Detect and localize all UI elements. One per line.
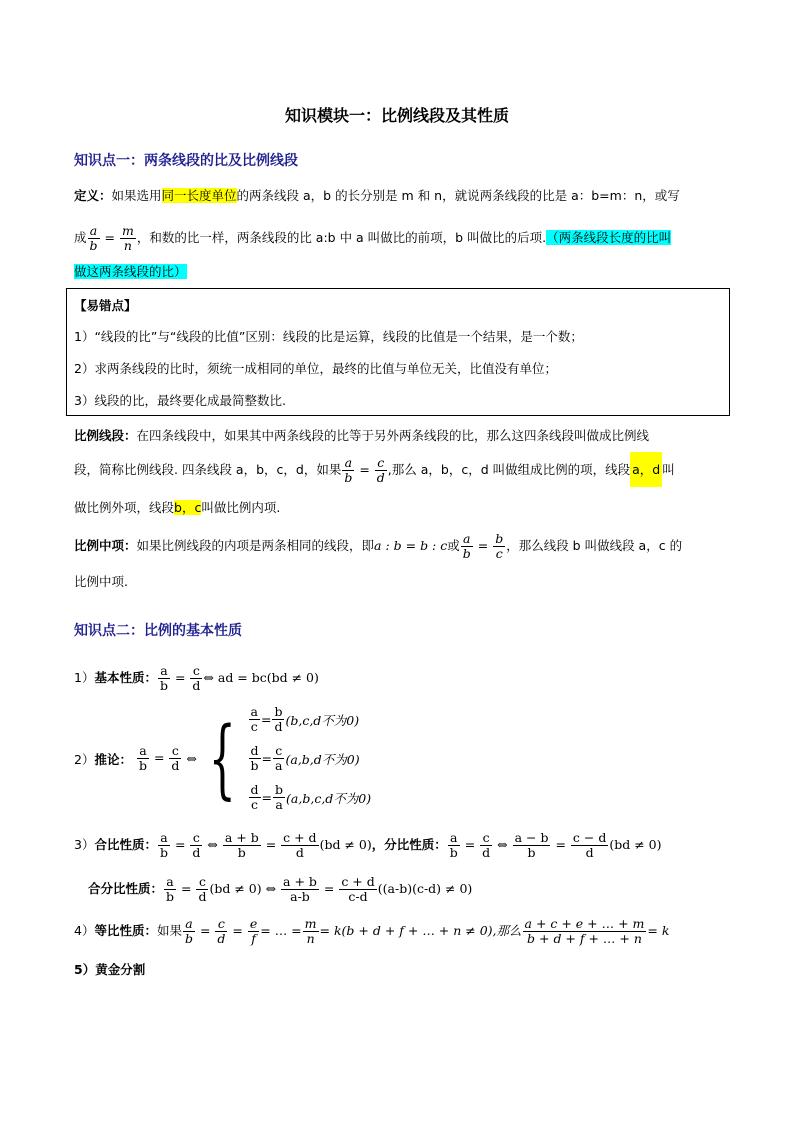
fraction-a-b [88, 224, 100, 253]
fraction-a-b: $\frac{a}{b}$ [344, 455, 353, 485]
fraction-a-b: $\frac{a}{b}$ [462, 531, 471, 561]
corollary-row: $\frac{d}{c}$ = $\frac{b}{a}$ (a,b,c,d不为0) [250, 782, 372, 812]
denominator: b [89, 238, 98, 253]
fraction-c-d: $\frac{c}{d}$ [376, 455, 385, 485]
proportional-line-2: 段，简称比例线段. 四条线段 a，b，c，d，如果 $\frac{a}{b}$ = $\frac{c}{d}$ ,那么 a，b，c，d 叫做组成比例的项，线段 a，d 叫 [74, 452, 734, 488]
section-heading-2: 知识点二：比例的基本性质 [74, 623, 242, 639]
mean-label: 比例中项： [74, 538, 137, 553]
corollary-condition: (a,b,d不为0) [285, 751, 360, 767]
property-label: 推论： [94, 751, 132, 767]
highlight-inner-terms: b，c [174, 500, 202, 515]
definition-line-2: 成 $\frac{a}{b}$ = $\frac{m}{n}$ ，和数的比一样，两条线段的比 a:b 中 a 叫做比的前项，b 叫做比的后项.（两条线段长度的比叫 [74, 223, 672, 253]
fraction-a-b: $\frac{a}{b}$ [138, 743, 147, 773]
proportional-text: 在四条线段中，如果其中两条线段的比等于另外两条线段的比，那么这四条线段叫做成比例线 [136, 428, 650, 443]
property-equal-ratio: 4）等比性质：如果 $\frac{a}{b}$ = $\frac{c}{d}$ = $\frac{e}{f}$ = … = $\frac{m}{n}$ = k(b + d + f + … + n ≠ 0),那么 $\frac{a + c + e + \dots + m}{b + d + f + \dots + n}$ = k [74, 916, 670, 946]
mistake-item: 1）“线段的比”与“线段的比值”区别：线段的比是运算，线段的比值是一个结果，是一个数； [74, 329, 583, 344]
corollary-list [248, 700, 372, 817]
page-title: 知识模块一：比例线段及其性质 [284, 106, 509, 125]
corollary-row: $\frac{a}{c}$ = $\frac{b}{d}$ (b,c,d不为0) [250, 704, 360, 734]
proportional-line-3 [74, 498, 734, 518]
definition-text: 成 [74, 230, 87, 245]
denominator: b + d + f + … + n [527, 931, 642, 946]
property-label: 合比性质： [94, 837, 157, 852]
section-heading-1: 知识点一：两条线段的比及比例线段 [74, 153, 298, 169]
math-condition: ((a-b)(c-d) ≠ 0) [377, 881, 473, 896]
proportional-text: 做比例外项，线段 [74, 500, 175, 515]
property-label: 基本性质： [94, 670, 157, 685]
fraction-c-d: $\frac{c}{d}$ [171, 743, 180, 773]
corollary-row: $\frac{d}{b}$ = $\frac{c}{a}$ (a,b,d不为0) [250, 743, 360, 773]
math-condition: (bd ≠ 0) [609, 837, 662, 852]
math-text: 如果 [156, 923, 182, 938]
math-condition: (bd ≠ 0) [209, 881, 262, 896]
property-componendo: 3）合比性质： $\frac{a}{b}$ = $\frac{c}{d}$ ⇔ $\frac{a + b}{b}$ = $\frac{c + d}{d}$ (bd ≠ 0)，分比性质： $\frac{a}{b}$ = $\frac{c}{d}$ ⇔ $\frac{a - b}{b}$ = $\frac{c - d}{d}$ (bd ≠ 0) [74, 830, 662, 860]
mistake-item: 2）求两条线段的比时，须统一成相同的单位，最终的比值与单位无关，比值没有单位； [74, 361, 557, 376]
numerator: a + c + e + … + m [524, 916, 645, 931]
highlight-note: （两条线段长度的比叫 [546, 230, 672, 245]
property-label: ，分比性质： [371, 837, 447, 852]
math-condition: (bd ≠ 0) [266, 670, 319, 685]
corollary-condition: (b,c,d不为0) [285, 712, 360, 728]
math-condition: (bd ≠ 0) [319, 837, 372, 852]
definition-line-1 [74, 186, 734, 206]
proportional-text: ,那么 a，b，c，d 叫做组成比例的项，线段 [387, 462, 631, 477]
denominator: n [123, 238, 132, 253]
fraction-b-c: $\frac{b}{c}$ [495, 531, 504, 561]
numerator: m [121, 223, 134, 238]
property-label: 等比性质： [94, 923, 157, 938]
mean-text: 或 [447, 538, 460, 553]
numerator: a [88, 224, 100, 239]
mistakes-heading: 【易错点】 [74, 298, 137, 313]
math-expression: = k [647, 923, 670, 938]
property-corollary: 2）推论： $\frac{a}{b}$ = $\frac{c}{d}$ ⇔ { $\frac{a}{c}$ = $\frac{b}{d}$ (b,c,d不为0) $\frac{d}{b}$ = $\frac{c}{a}$ (a,b,d不为0) $\frac{d}{c}$ = $\frac{b}{a}$ (a,b,c,d不为0) [74, 700, 734, 817]
proportional-text: 叫 [662, 462, 675, 477]
mean-expression: a : b = b : c [374, 538, 448, 553]
mistake-item: 3）线段的比，最终要化成最简整数比. [74, 393, 286, 408]
item-number: 3） [74, 837, 95, 852]
item-number: 2） [74, 751, 95, 767]
definition-label: 定义： [74, 188, 112, 203]
mean-line-2: 比例中项. [74, 574, 128, 589]
proportional-label: 比例线段： [74, 428, 137, 443]
corollary-condition: (a,b,c,d不为0) [286, 790, 372, 806]
item-number: 1） [74, 670, 95, 685]
highlight-outer-terms: a，d [630, 452, 662, 487]
fraction-a-b: $\frac{a}{b}$ [159, 663, 168, 693]
left-brace: { [208, 708, 236, 809]
mean-text: ，那么线段 b 叫做线段 a，c 的 [506, 538, 683, 553]
definition-text: 如果选用 [111, 188, 162, 203]
proportional-text: 段，简称比例线段. 四条线段 a，b，c，d，如果 [74, 462, 342, 477]
property-componendo-dividendo: 合分比性质： $\frac{a}{b}$ = $\frac{c}{d}$ (bd ≠ 0) ⇔ $\frac{a + b}{a-b}$ = $\frac{c + d}{c-d}$ ((a-b)(c-d) ≠ 0) [88, 874, 473, 904]
definition-text: 的两条线段 a，b 的长分别是 m 和 n，就说两条线段的比是 a：b=m：n，或写 [236, 188, 680, 203]
property-golden-section: 5）黄金分割 [74, 962, 146, 977]
mean-line-1: 比例中项：如果比例线段的内项是两条相同的线段，即a : b = b : c或 $\frac{a}{b}$ = $\frac{b}{c}$ ，那么线段 b 叫做线段 a，c 的 [74, 531, 683, 561]
definition-text: ，和数的比一样，两条线段的比 a:b 中 a 叫做比的前项，b 叫做比的后项. [136, 230, 547, 245]
item-number: 4） [74, 923, 95, 938]
proportional-text: 叫做比例内项. [201, 500, 281, 515]
math-expression: = k(b + d + f + … + n ≠ 0),那么 [319, 923, 522, 938]
highlight-note: 做这两条线段的比） [74, 264, 187, 279]
property-label: 合分比性质： [88, 881, 164, 896]
math-expression: = … = [260, 923, 302, 938]
highlight-same-unit: 同一长度单位 [161, 188, 237, 203]
property-basic: 1）基本性质： $\frac{a}{b}$ = $\frac{c}{d}$ ⇔ ad = bc(bd ≠ 0) [74, 663, 319, 693]
fraction-c-d: $\frac{c}{d}$ [192, 663, 201, 693]
definition-line-3 [74, 262, 734, 282]
math-expression: ⇔ ad = bc [203, 670, 267, 685]
fraction-m-n [120, 224, 136, 253]
proportional-line-1 [74, 426, 734, 446]
mean-text: 如果比例线段的内项是两条相同的线段，即 [136, 538, 375, 553]
fraction-sum [523, 917, 647, 946]
